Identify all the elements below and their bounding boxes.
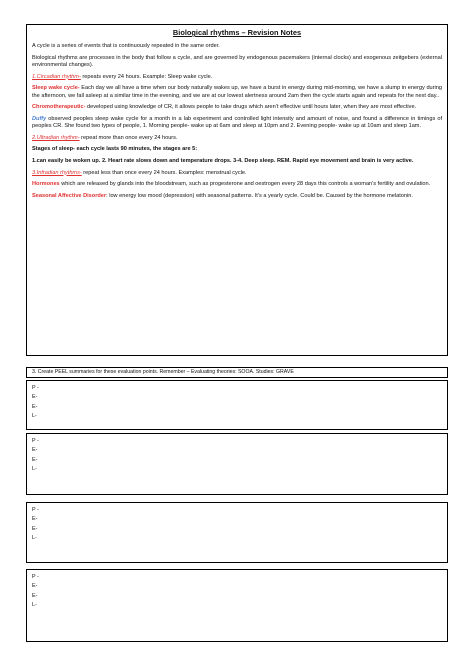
peel-explain: E- xyxy=(32,403,38,410)
term-chromotherapeutic: Chromotherapeutic- xyxy=(32,104,86,111)
peel-evidence: E- xyxy=(32,394,38,401)
term-duffy: Duffy xyxy=(32,115,47,122)
peel-box-1[interactable] xyxy=(26,380,448,430)
peel-evidence: E- xyxy=(32,447,38,454)
paragraph-cycle-definition xyxy=(32,43,442,50)
peel-instruction: 3. Create PEEL summaries for these evaluation points. Remember – Evaluating theories: SOOA. Studies: GRAVE xyxy=(26,367,448,378)
paragraph-duffy xyxy=(32,116,442,131)
peel-link: L- xyxy=(32,412,37,419)
term-sleep-wake: Sleep wake cycle- xyxy=(32,85,80,92)
paragraph-text: repeat less than once every 24 hours. Examples: menstrual cycle. xyxy=(81,169,247,176)
paragraph-text: repeats every 24 hours. Example: Sleep wake cycle. xyxy=(80,73,213,80)
term-sad: Seasonal Affective Disorder xyxy=(32,192,107,199)
paragraph-text: repeat more than once every 24 hours. xyxy=(79,134,178,141)
paragraph-text: developed using knowledge of CR, it allows people to take drugs which aren’t effective until hours later, when they are most effective. xyxy=(85,104,417,111)
peel-evidence: E- xyxy=(32,583,38,590)
paragraph-text: Each day we all have a time when our body naturally wakes up, we have a burst in energy during mid-morning, we have a slump in energy during the afternoon, we fall asleep at a similar time in the evening, and we are at our lowest alertness around 2am then the cycle starts again and repeats for the next day.. xyxy=(32,85,442,99)
paragraph-sleep-stages xyxy=(32,146,442,153)
peel-explain: E- xyxy=(32,592,38,599)
paragraph-chromotherapeutic xyxy=(32,104,442,111)
paragraph-hormones xyxy=(32,181,442,188)
term-hormones: Hormones xyxy=(32,181,60,188)
peel-box-4[interactable] xyxy=(26,569,448,642)
peel-link: L- xyxy=(32,534,37,541)
paragraph-sleep-wake xyxy=(32,85,442,100)
peel-evidence: E- xyxy=(32,516,38,523)
revision-notes-box xyxy=(26,24,448,356)
paragraph-text: which are released by glands into the bloodstream, such as progesterone and oestrogen every 28 days this controls a woman’s fertility and ovulation. xyxy=(59,181,431,188)
peel-explain: E- xyxy=(32,525,38,532)
term-infradian: 3.Infradian rhythms- xyxy=(32,169,82,176)
paragraph-biological-rhythms xyxy=(32,55,442,70)
peel-point: P - xyxy=(32,574,39,580)
paragraph-text: observed peoples sleep wake cycle for a month in a lab experiment and controlled light intensity and amount of noise, and found a difference in timings of peoples CR. She found two types of people, 1. Morning people- wake up at 6am and sleep at 10pm and 2. Evening people- wake up at 10am and sleep 1am. xyxy=(32,115,442,130)
peel-point: P - xyxy=(32,507,39,513)
peel-explain: E- xyxy=(32,456,38,463)
peel-link: L- xyxy=(32,601,37,608)
paragraph-text: Stages of sleep- each cycle lasts 90 minutes, the stages are 5: xyxy=(32,146,198,153)
page-title: Biological rhythms – Revision Notes xyxy=(172,28,302,37)
peel-point: P - xyxy=(32,438,39,444)
paragraph-text: : low energy low mood (depression) with seasonal patterns. It’s a yearly cycle. Could be. Caused by the hormone melatonin. xyxy=(106,192,413,199)
term-circadian: 1.Circadian rhythm- xyxy=(32,73,81,80)
paragraph-ultradian xyxy=(32,135,442,142)
paragraph-sad xyxy=(32,193,442,200)
peel-point: P - xyxy=(32,385,39,391)
paragraph-infradian xyxy=(32,170,442,177)
paragraph-text: A cycle is a series of events that is continuously repeated in the same order. xyxy=(32,43,220,49)
peel-box-3[interactable] xyxy=(26,502,448,563)
peel-link: L- xyxy=(32,465,37,472)
paragraph-stage-list xyxy=(32,158,442,165)
paragraph-text: 1.can easily be woken up. 2. Heart rate slows down and temperature drops. 3-4. Deep sleep. REM. Rapid eye movement and brain is very active. xyxy=(32,157,414,164)
peel-box-2[interactable] xyxy=(26,433,448,495)
paragraph-text: Biological rhythms are processes in the body that follow a cycle, and are governed by endogenous pacemakers (internal clocks) and exogenous zeitgebers (external environmental changes). xyxy=(32,54,442,68)
term-ultradian: 2.Ultradian rhythm- xyxy=(32,134,80,141)
paragraph-circadian xyxy=(32,74,442,81)
